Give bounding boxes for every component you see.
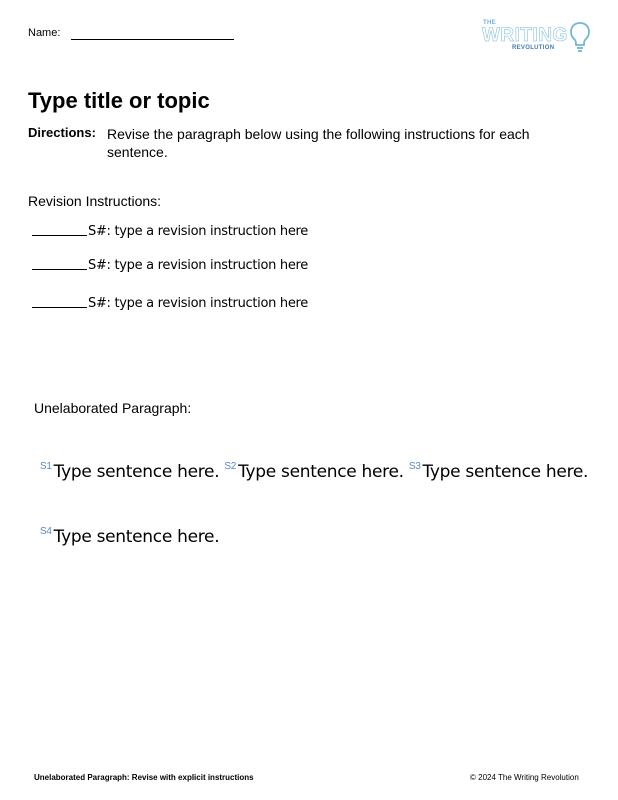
revision-instruction-row[interactable] (32, 224, 308, 239)
sentence-text[interactable]: Type sentence here. (53, 527, 220, 547)
revision-instructions-heading: Revision Instructions: (28, 193, 162, 209)
logo-revolution: REVOLUTION (512, 45, 555, 51)
logo-the: THE (483, 20, 496, 26)
footer-title: Unelaborated Paragraph: Revise with explicit instructions (34, 773, 254, 782)
writing-revolution-logo (478, 18, 592, 56)
directions-label: Directions: (28, 125, 96, 140)
revision-instruction-row[interactable] (32, 296, 308, 311)
revision-instruction-text[interactable]: S#: type a revision instruction here (88, 258, 308, 273)
sentence-text[interactable]: Type sentence here. (238, 462, 404, 482)
sentence-marker: S1 (40, 461, 52, 472)
sentence-marker: S2 (224, 461, 237, 472)
revision-instruction-text[interactable]: S#: type a revision instruction here (88, 224, 308, 239)
sentence-marker: S4 (40, 526, 52, 537)
logo-writing: WRITING (482, 25, 568, 46)
sentence-text[interactable]: Type sentence here. (422, 462, 589, 482)
revision-instruction-text[interactable]: S#: type a revision instruction here (88, 296, 308, 311)
name-label: Name: (28, 27, 61, 39)
instruction-blank[interactable] (32, 307, 87, 308)
sentence-text[interactable]: Type sentence here. (53, 462, 220, 482)
name-field[interactable] (71, 39, 234, 40)
revision-instruction-row[interactable] (32, 258, 308, 273)
footer-copyright: © 2024 The Writing Revolution (470, 773, 579, 782)
lightbulb-icon (570, 21, 590, 55)
directions-text: Revise the paragraph below using the following instructions for each sentence. (107, 126, 530, 160)
page-title[interactable]: Type title or topic (28, 88, 210, 113)
instruction-blank[interactable] (32, 269, 87, 270)
unelaborated-paragraph-heading: Unelaborated Paragraph: (34, 400, 192, 416)
instruction-blank[interactable] (32, 235, 87, 236)
unelaborated-paragraph[interactable] (40, 437, 600, 567)
sentence-marker: S3 (408, 461, 421, 472)
